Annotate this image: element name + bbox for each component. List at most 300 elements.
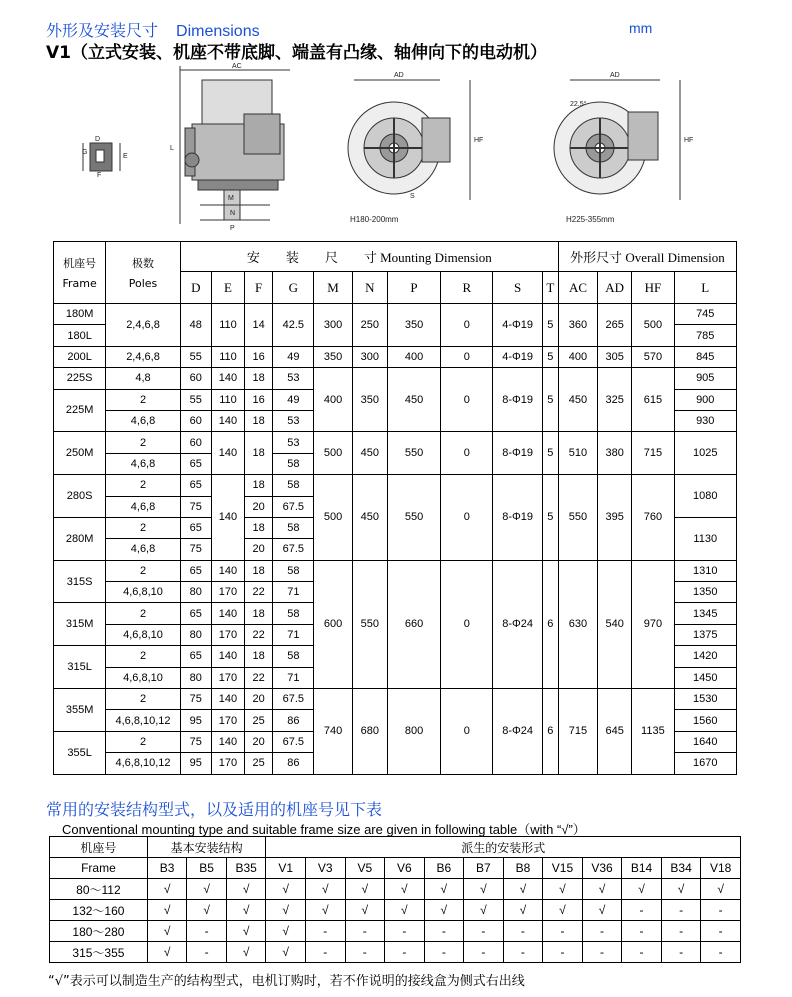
mounting-type-v5: V5 [345, 858, 385, 879]
mount-mark: - [385, 921, 425, 942]
cell-poles: 4,6,8 [106, 410, 180, 431]
cell-ac: 715 [558, 689, 597, 775]
cell-l: 1350 [674, 582, 737, 603]
cell-d: 65 [180, 475, 211, 496]
mounting-type-v18: V18 [701, 858, 741, 879]
cell-d: 65 [180, 517, 211, 538]
mounting-row [50, 942, 741, 963]
cell-f: 16 [245, 346, 273, 367]
cell-e: 140 [211, 410, 244, 431]
cell-g: 58 [273, 453, 314, 474]
cell-hf: 760 [632, 475, 674, 561]
cell-l: 1530 [674, 689, 737, 710]
cell-l: 1375 [674, 624, 737, 645]
cell-e: 170 [211, 753, 244, 774]
cell-poles: 2 [106, 689, 180, 710]
mounting-type-row [50, 858, 741, 879]
cell-g: 53 [273, 410, 314, 431]
cell-f: 18 [245, 432, 273, 475]
overall-dimension-header: 外形尺寸 Overall Dimension [558, 242, 736, 272]
cell-m: 400 [314, 368, 352, 432]
cell-g: 86 [273, 753, 314, 774]
mount-mark: - [543, 942, 583, 963]
cell-poles: 2 [106, 603, 180, 624]
cell-e: 110 [211, 346, 244, 367]
cell-frame: 250M [54, 432, 106, 475]
mounting-row [50, 900, 741, 921]
cell-g: 67.5 [273, 539, 314, 560]
table-row [54, 475, 737, 496]
table-row [54, 560, 737, 581]
mount-mark: - [582, 942, 622, 963]
cell-e: 170 [211, 624, 244, 645]
cell-p: 350 [387, 304, 440, 347]
mount-mark: - [622, 942, 662, 963]
mount-mark: - [503, 942, 543, 963]
cell-f: 18 [245, 560, 273, 581]
cell-l: 1130 [674, 517, 737, 560]
mount-mark: √ [187, 900, 227, 921]
cell-p: 450 [387, 368, 440, 432]
mount-mark: √ [226, 900, 266, 921]
cell-d: 75 [180, 689, 211, 710]
cell-f: 18 [245, 646, 273, 667]
table-row [54, 346, 737, 367]
cell-ad: 395 [598, 475, 632, 561]
cell-frame: 280S [54, 475, 106, 518]
cell-g: 58 [273, 475, 314, 496]
cell-g: 42.5 [273, 304, 314, 347]
cell-e: 140 [211, 646, 244, 667]
cell-poles: 4,6,8 [106, 453, 180, 474]
cell-frame: 355M [54, 689, 106, 732]
cell-p: 800 [387, 689, 440, 775]
mount-mark: √ [543, 900, 583, 921]
side-view-motor [180, 66, 290, 224]
cell-f: 20 [245, 496, 273, 517]
cell-m: 500 [314, 432, 352, 475]
cell-d: 60 [180, 432, 211, 453]
mounting-type-v6: V6 [385, 858, 425, 879]
cell-poles: 4,6,8,10,12 [106, 753, 180, 774]
mount-mark: - [424, 921, 464, 942]
cell-ad: 645 [598, 689, 632, 775]
cell-r: 0 [441, 560, 493, 688]
cell-s: 8-Φ24 [493, 560, 542, 688]
cell-poles: 4,6,8,10,12 [106, 710, 180, 731]
cell-g: 67.5 [273, 731, 314, 752]
label-f: F [97, 172, 102, 179]
cell-l: 900 [674, 389, 737, 410]
column-header-r: R [441, 272, 493, 304]
cell-d: 65 [180, 560, 211, 581]
keyway-detail [83, 143, 120, 171]
mounting-type-v1: V1 [266, 858, 306, 879]
mounting-dimension-header: 安 装 尺 寸 Mounting Dimension [180, 242, 558, 272]
mounting-type-b35: B35 [226, 858, 266, 879]
basic-mounting-header: 基本安装结构 [147, 837, 266, 858]
subtitle: V1（立式安装、机座不带底脚、端盖有凸缘、轴伸向下的电动机） [46, 43, 547, 63]
mount-mark: √ [503, 879, 543, 900]
cell-l: 905 [674, 368, 737, 389]
cell-f: 25 [245, 710, 273, 731]
mount-mark: √ [622, 879, 662, 900]
footnote: “√”表示可以制造生产的结构型式，电机订购时，若不作说明的接线盒为侧式右出线 [48, 974, 525, 989]
cell-ad: 380 [598, 432, 632, 475]
cell-l: 785 [674, 325, 737, 346]
mounting-type-b3: B3 [147, 858, 187, 879]
cell-ad: 305 [598, 346, 632, 367]
label-e: E [123, 153, 128, 160]
mount-mark: √ [582, 900, 622, 921]
cell-l: 745 [674, 304, 737, 325]
front-view-h180-200 [348, 80, 470, 200]
cell-d: 55 [180, 389, 211, 410]
cell-t: 5 [542, 475, 558, 561]
poles-header-cn: 极数 [132, 257, 154, 270]
cell-l: 1420 [674, 646, 737, 667]
cell-poles: 4,8 [106, 368, 180, 389]
mounting-type-b8: B8 [503, 858, 543, 879]
frame-header [54, 242, 106, 304]
column-header-t: T [542, 272, 558, 304]
cell-n: 250 [352, 304, 387, 347]
cell-d: 60 [180, 368, 211, 389]
mount-mark: - [582, 921, 622, 942]
cell-ad: 265 [598, 304, 632, 347]
mount-mark: √ [147, 942, 187, 963]
cell-frame: 355L [54, 731, 106, 774]
cell-d: 80 [180, 667, 211, 688]
column-header-m: M [314, 272, 352, 304]
cell-e: 140 [211, 368, 244, 389]
cell-t: 5 [542, 368, 558, 432]
cell-d: 95 [180, 710, 211, 731]
label-s: S [410, 193, 415, 200]
cell-s: 8-Φ24 [493, 689, 542, 775]
mounting-type-b14: B14 [622, 858, 662, 879]
cell-l: 1640 [674, 731, 737, 752]
mount-mark: √ [305, 900, 345, 921]
cell-g: 71 [273, 667, 314, 688]
cell-p: 550 [387, 432, 440, 475]
cell-m: 500 [314, 475, 352, 561]
column-header-p: P [387, 272, 440, 304]
cell-f: 18 [245, 475, 273, 496]
column-header-s: S [493, 272, 542, 304]
front-view-h225-355 [554, 80, 680, 200]
cell-poles: 2 [106, 389, 180, 410]
cell-r: 0 [441, 475, 493, 561]
cell-p: 550 [387, 475, 440, 561]
cell-f: 18 [245, 368, 273, 389]
mounting-type-v36: V36 [582, 858, 622, 879]
cell-g: 58 [273, 560, 314, 581]
table-row [54, 368, 737, 389]
cell-f: 20 [245, 539, 273, 560]
cell-ac: 400 [558, 346, 597, 367]
mount-mark: - [622, 900, 662, 921]
cell-ac: 550 [558, 475, 597, 561]
cell-frame: 225M [54, 389, 106, 432]
cell-t: 6 [542, 560, 558, 688]
column-header-ad: AD [598, 272, 632, 304]
cell-frame: 180M [54, 304, 106, 325]
cell-e: 170 [211, 667, 244, 688]
label-hf-1: HF [474, 137, 484, 144]
cell-g: 53 [273, 368, 314, 389]
cell-frame: 180L [54, 325, 106, 346]
mount-mark: - [187, 921, 227, 942]
cell-l: 1310 [674, 560, 737, 581]
mount-mark: √ [226, 942, 266, 963]
cell-frame: 225S [54, 368, 106, 389]
cell-m: 600 [314, 560, 352, 688]
cell-r: 0 [441, 346, 493, 367]
cell-l: 1080 [674, 475, 737, 518]
mount-mark: √ [464, 879, 504, 900]
cell-ad: 540 [598, 560, 632, 688]
cell-hf: 970 [632, 560, 674, 688]
mounting-type-b7: B7 [464, 858, 504, 879]
label-ad-1: AD [394, 72, 404, 79]
table-row [54, 304, 737, 325]
cell-hf: 500 [632, 304, 674, 347]
mount-mark: √ [661, 879, 701, 900]
mount-mark: √ [266, 900, 306, 921]
mount-mark: √ [543, 879, 583, 900]
cell-e: 170 [211, 582, 244, 603]
cell-g: 67.5 [273, 689, 314, 710]
mount-mark: - [345, 921, 385, 942]
cell-m: 300 [314, 304, 352, 347]
mount-mark: - [305, 942, 345, 963]
cell-frame: 280M [54, 517, 106, 560]
cell-d: 65 [180, 453, 211, 474]
table-row [54, 432, 737, 453]
mount-frame-range: 315～355 [50, 942, 148, 963]
cell-n: 300 [352, 346, 387, 367]
mount-mark: - [424, 942, 464, 963]
mount-mark: √ [424, 879, 464, 900]
cell-g: 58 [273, 646, 314, 667]
mount-mark: - [187, 942, 227, 963]
cell-d: 95 [180, 753, 211, 774]
table-header-row [54, 242, 737, 272]
cell-p: 660 [387, 560, 440, 688]
cell-f: 20 [245, 689, 273, 710]
cell-n: 350 [352, 368, 387, 432]
mount-mark: √ [503, 900, 543, 921]
cell-frame: 315S [54, 560, 106, 603]
cell-poles: 4,6,8 [106, 539, 180, 560]
title-cn: 外形及安装尺寸 [46, 21, 159, 40]
cell-f: 18 [245, 410, 273, 431]
mount-frame-range: 132～160 [50, 900, 148, 921]
cell-ac: 510 [558, 432, 597, 475]
cell-f: 18 [245, 603, 273, 624]
cell-t: 5 [542, 304, 558, 347]
label-n: N [230, 210, 236, 217]
mount-frame-range: 180～280 [50, 921, 148, 942]
cell-poles: 2 [106, 560, 180, 581]
mount-frame-header-en: Frame [50, 858, 148, 879]
cell-e: 140 [211, 475, 244, 561]
cell-poles: 2,4,6,8 [106, 304, 180, 347]
mount-mark: √ [266, 942, 306, 963]
cell-l: 1345 [674, 603, 737, 624]
mount-mark: √ [147, 900, 187, 921]
mount-mark: - [701, 900, 741, 921]
label-p: P [230, 225, 235, 232]
label-angle: 22.5° [570, 101, 587, 108]
column-header-l: L [674, 272, 737, 304]
cell-m: 350 [314, 346, 352, 367]
cell-f: 25 [245, 753, 273, 774]
mounting-type-v3: V3 [305, 858, 345, 879]
mount-mark: - [385, 942, 425, 963]
cell-s: 4-Φ19 [493, 346, 542, 367]
cell-e: 170 [211, 710, 244, 731]
frame-header-cn: 机座号 [63, 257, 97, 270]
mount-mark: √ [305, 879, 345, 900]
frame-header-en: Frame [62, 277, 97, 290]
cell-ad: 325 [598, 368, 632, 432]
cell-g: 67.5 [273, 496, 314, 517]
cell-hf: 570 [632, 346, 674, 367]
mounting-title: 常用的安装结构型式，以及适用的机座号见下表 [46, 800, 383, 819]
cell-f: 18 [245, 517, 273, 538]
mount-mark: - [345, 942, 385, 963]
mount-mark: - [661, 921, 701, 942]
cell-poles: 2 [106, 731, 180, 752]
mount-mark: √ [582, 879, 622, 900]
mounting-row [50, 879, 741, 900]
cell-ac: 360 [558, 304, 597, 347]
cell-poles: 2 [106, 517, 180, 538]
mount-mark: - [503, 921, 543, 942]
label-d: D [95, 136, 101, 143]
cell-poles: 4,6,8,10 [106, 582, 180, 603]
title-en: Dimensions [176, 23, 260, 40]
mount-frame-header-cn: 机座号 [50, 837, 148, 858]
mount-mark: √ [424, 900, 464, 921]
cell-poles: 2 [106, 475, 180, 496]
cell-r: 0 [441, 368, 493, 432]
label-ac: AC [232, 63, 242, 70]
column-header-n: N [352, 272, 387, 304]
mount-mark: - [622, 921, 662, 942]
cell-poles: 4,6,8,10 [106, 667, 180, 688]
cell-f: 22 [245, 624, 273, 645]
dimension-table [53, 241, 737, 775]
poles-header [106, 242, 180, 304]
cell-g: 71 [273, 624, 314, 645]
column-header-ac: AC [558, 272, 597, 304]
cell-f: 20 [245, 731, 273, 752]
cell-r: 0 [441, 432, 493, 475]
cell-g: 58 [273, 517, 314, 538]
cell-e: 110 [211, 389, 244, 410]
cell-g: 71 [273, 582, 314, 603]
cell-d: 65 [180, 646, 211, 667]
cell-n: 680 [352, 689, 387, 775]
cell-poles: 4,6,8 [106, 496, 180, 517]
column-header-e: E [211, 272, 244, 304]
cell-poles: 2 [106, 432, 180, 453]
cell-e: 140 [211, 560, 244, 581]
column-header-hf: HF [632, 272, 674, 304]
cell-poles: 2 [106, 646, 180, 667]
mounting-type-b34: B34 [661, 858, 701, 879]
cell-e: 140 [211, 731, 244, 752]
cell-d: 80 [180, 582, 211, 603]
cell-t: 6 [542, 689, 558, 775]
cell-g: 49 [273, 346, 314, 367]
cell-t: 5 [542, 432, 558, 475]
mount-mark: √ [266, 921, 306, 942]
cell-d: 60 [180, 410, 211, 431]
poles-header-en: Poles [128, 277, 158, 290]
label-hf-2: HF [684, 137, 694, 144]
cell-f: 22 [245, 667, 273, 688]
cell-s: 8-Φ19 [493, 368, 542, 432]
mount-mark: - [701, 921, 741, 942]
mount-mark: √ [385, 900, 425, 921]
cell-s: 4-Φ19 [493, 304, 542, 347]
mount-mark: - [464, 921, 504, 942]
mount-mark: √ [147, 879, 187, 900]
cell-d: 75 [180, 539, 211, 560]
column-header-d: D [180, 272, 211, 304]
cell-g: 86 [273, 710, 314, 731]
column-header-g: G [273, 272, 314, 304]
cell-g: 53 [273, 432, 314, 453]
caption-h180: H180-200mm [350, 215, 399, 224]
mount-mark: √ [464, 900, 504, 921]
cell-hf: 1135 [632, 689, 674, 775]
cell-r: 0 [441, 689, 493, 775]
column-header-f: F [245, 272, 273, 304]
mount-mark: √ [226, 879, 266, 900]
cell-l: 1560 [674, 710, 737, 731]
mount-mark: √ [187, 879, 227, 900]
cell-d: 65 [180, 603, 211, 624]
mounting-header-row [50, 837, 741, 858]
cell-p: 400 [387, 346, 440, 367]
mounting-type-v15: V15 [543, 858, 583, 879]
cell-n: 450 [352, 432, 387, 475]
cell-s: 8-Φ19 [493, 432, 542, 475]
cell-s: 8-Φ19 [493, 475, 542, 561]
mount-mark: √ [345, 879, 385, 900]
cell-n: 450 [352, 475, 387, 561]
cell-frame: 315L [54, 646, 106, 689]
cell-l: 1450 [674, 667, 737, 688]
cell-d: 80 [180, 624, 211, 645]
mount-mark: - [464, 942, 504, 963]
cell-frame: 315M [54, 603, 106, 646]
cell-frame: 200L [54, 346, 106, 367]
mounting-subtitle: Conventional mounting type and suitable frame size are given in following table（with “√”） [62, 822, 586, 837]
mount-mark: √ [266, 879, 306, 900]
mount-mark: - [305, 921, 345, 942]
mount-mark: √ [345, 900, 385, 921]
cell-m: 740 [314, 689, 352, 775]
cell-r: 0 [441, 304, 493, 347]
cell-f: 16 [245, 389, 273, 410]
label-ad-2: AD [610, 72, 620, 79]
